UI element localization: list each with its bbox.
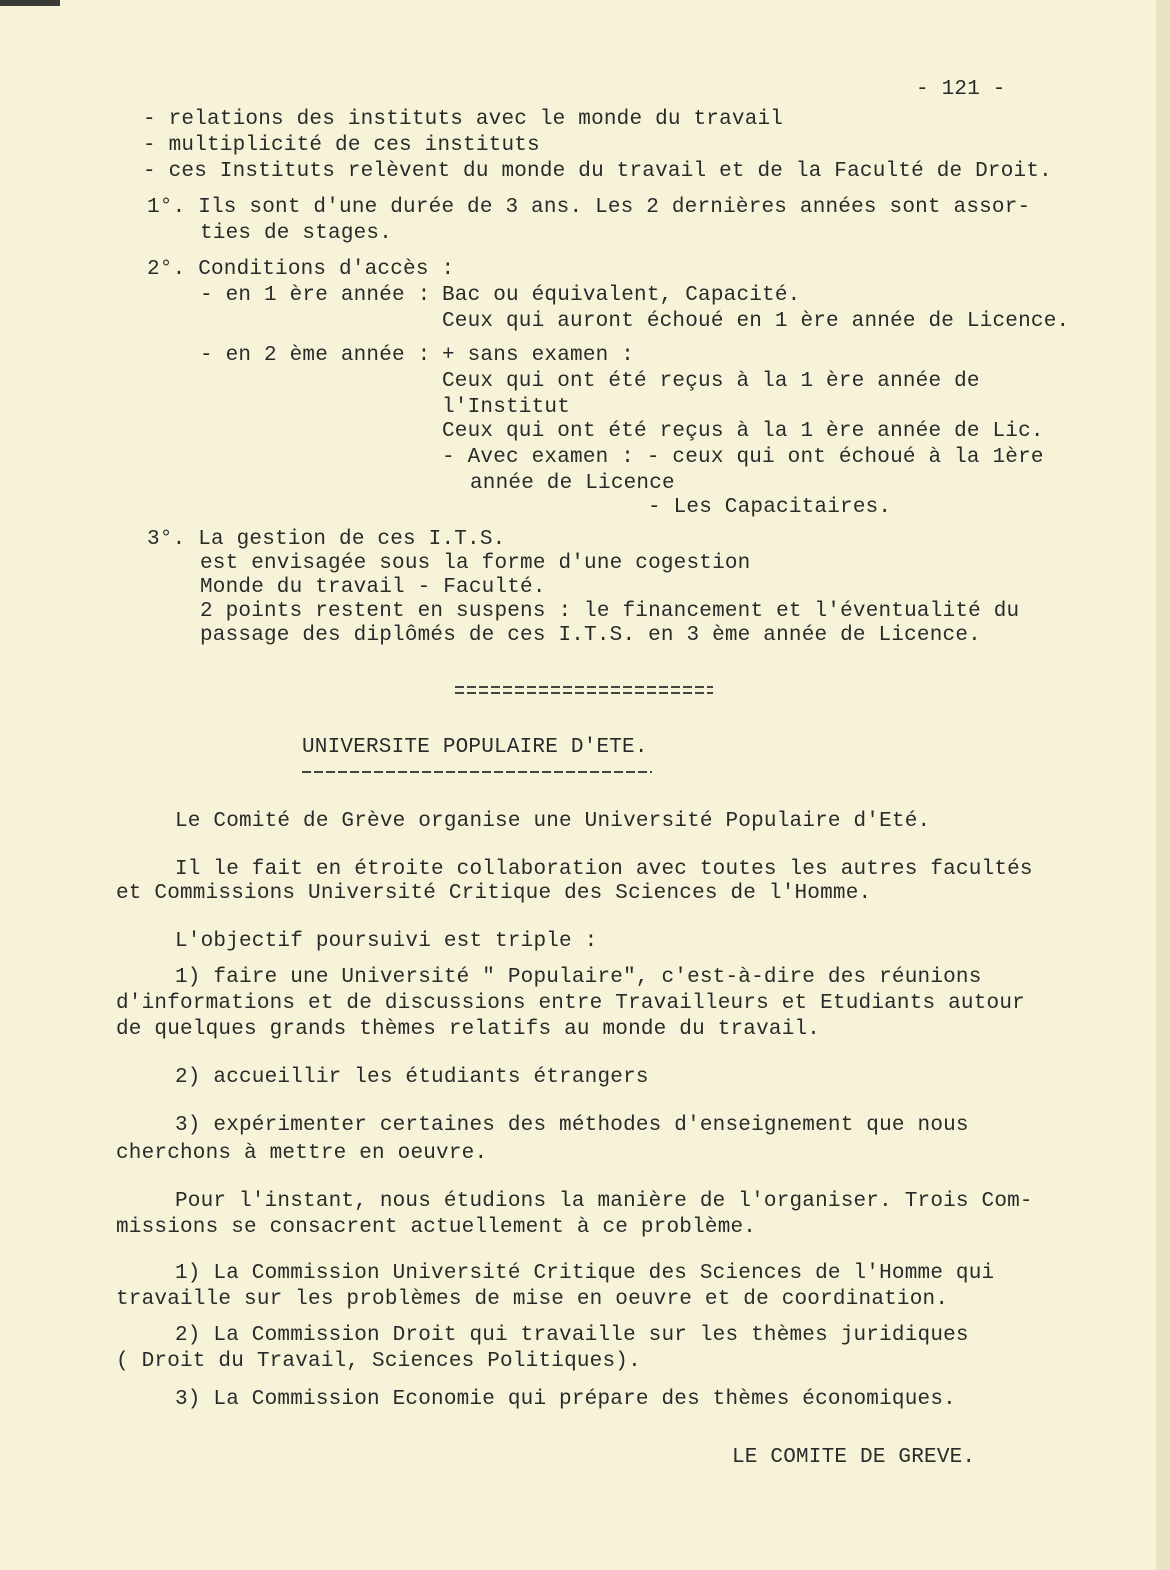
list-item: - multiplicité de ces instituts (143, 134, 540, 157)
point-3-line: 2 points restent en suspens : le financement et l'éventualité du (200, 600, 1020, 623)
year-2-condition: + sans examen : (442, 344, 635, 367)
page-number: - 121 - (916, 78, 1006, 101)
paragraph-line: ( Droit du Travail, Sciences Politiques). (116, 1350, 641, 1373)
year-1-label: - en 1 ère année : (200, 284, 431, 307)
paragraph-line: 2) accueillir les étudiants étrangers (175, 1066, 649, 1089)
year-1-condition: Ceux qui auront échoué en 1 ère année de Licence. (442, 310, 1070, 333)
year-2-condition: année de Licence (470, 472, 675, 495)
page-edge (1156, 0, 1170, 1570)
year-2-condition: Ceux qui ont été reçus à la 1 ère année de Lic. (442, 420, 1044, 443)
paragraph-line: missions se consacrent actuellement à ce problème. (116, 1216, 757, 1239)
paragraph-line: Le Comité de Grève organise une Université Populaire d'Eté. (175, 810, 931, 833)
paragraph-line: de quelques grands thèmes relatifs au monde du travail. (116, 1018, 821, 1041)
point-3-line: Monde du travail - Faculté. (200, 576, 546, 599)
paragraph-line: d'informations et de discussions entre Travailleurs et Etudiants autour (116, 992, 1025, 1015)
paragraph-line: 1) faire une Université " Populaire", c'est-à-dire des réunions (175, 966, 982, 989)
year-2-condition: l'Institut (442, 396, 571, 419)
paragraph-line: 3) expérimenter certaines des méthodes d'enseignement que nous (175, 1114, 969, 1137)
year-2-label: - en 2 ème année : (200, 344, 431, 367)
paragraph-line: 2) La Commission Droit qui travaille sur les thèmes juridiques (175, 1324, 969, 1347)
year-2-condition: Ceux qui ont été reçus à la 1 ère année de (442, 370, 980, 393)
paragraph-line: Il le fait en étroite collaboration avec toutes les autres facultés (175, 858, 1033, 881)
paragraph-line: Pour l'instant, nous étudions la manière de l'organiser. Trois Com- (175, 1190, 1033, 1213)
paragraph-line: 3) La Commission Economie qui prépare des thèmes économiques. (175, 1388, 956, 1411)
scan-edge-mark (0, 0, 60, 6)
point-2-heading: 2°. Conditions d'accès : (147, 258, 455, 281)
point-1-line: ties de stages. (200, 222, 393, 245)
paragraph-line: L'objectif poursuivi est triple : (175, 930, 598, 953)
point-1-line: 1°. Ils sont d'une durée de 3 ans. Les 2 dernières années sont assor- (147, 196, 1031, 219)
year-2-condition: - Avec examen : - ceux qui ont échoué à la 1ère (442, 446, 1044, 469)
paragraph-line: travaille sur les problèmes de mise en oeuvre et de coordination. (116, 1288, 949, 1311)
point-3-line: est envisagée sous la forme d'une cogestion (200, 552, 751, 575)
signature: LE COMITE DE GREVE. (732, 1446, 976, 1469)
year-1-condition: Bac ou équivalent, Capacité. (442, 284, 801, 307)
section-divider (455, 686, 713, 694)
year-2-condition: - Les Capacitaires. (648, 496, 892, 519)
list-item: - relations des instituts avec le monde du travail (143, 108, 784, 131)
point-3-line: passage des diplômés de ces I.T.S. en 3 ème année de Licence. (200, 624, 981, 647)
section-title: UNIVERSITE POPULAIRE D'ETE. (302, 736, 648, 759)
title-underline (302, 771, 652, 773)
paragraph-line: 1) La Commission Université Critique des Sciences de l'Homme qui (175, 1262, 995, 1285)
list-item: - ces Instituts relèvent du monde du travail et de la Faculté de Droit. (143, 160, 1052, 183)
paragraph-line: cherchons à mettre en oeuvre. (116, 1142, 488, 1165)
paragraph-line: et Commissions Université Critique des Sciences de l'Homme. (116, 882, 872, 905)
point-3-line: 3°. La gestion de ces I.T.S. (147, 528, 506, 551)
